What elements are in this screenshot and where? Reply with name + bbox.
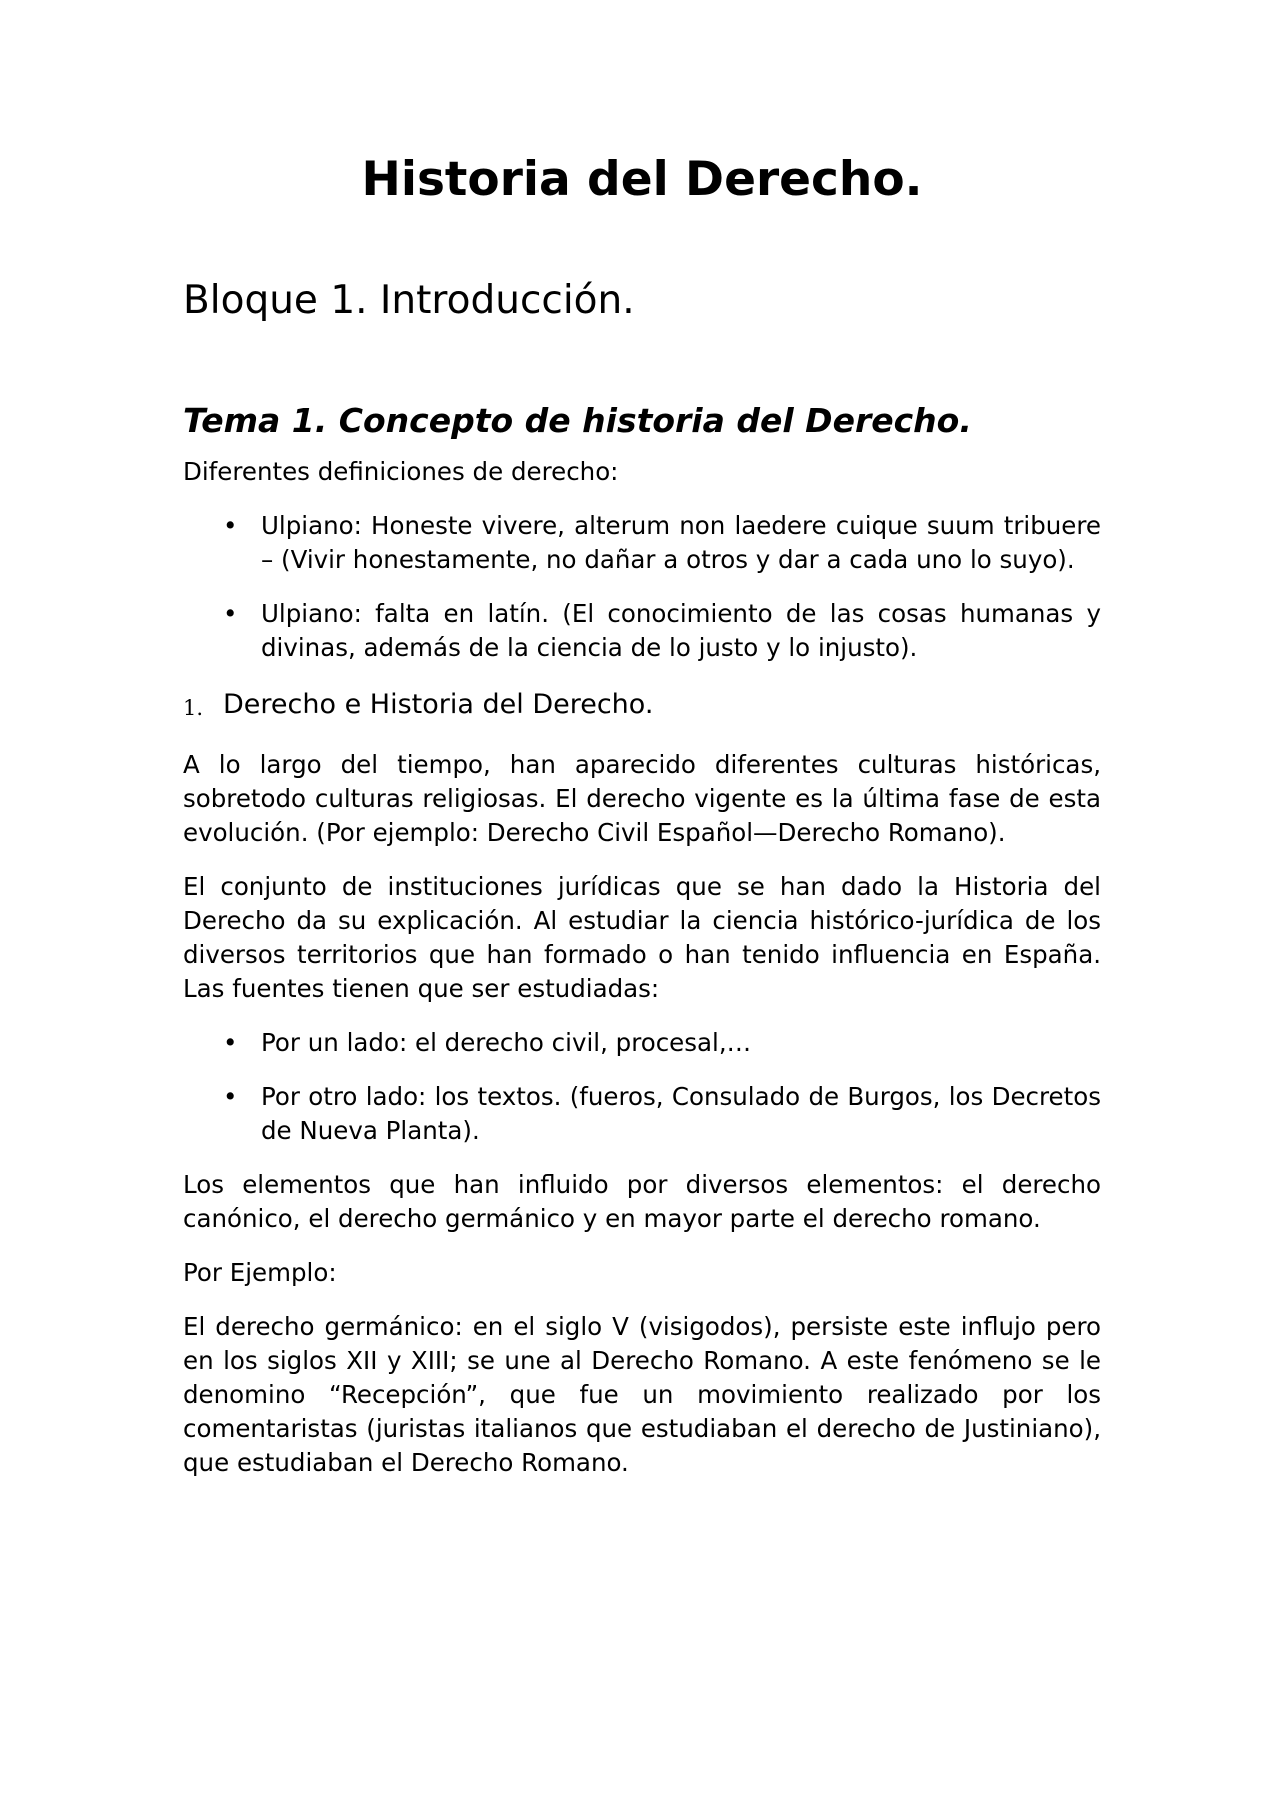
paragraph: Por Ejemplo:: [183, 1258, 337, 1287]
paragraph: El conjunto de instituciones jurídicas que se han dado la Historia del Derecho da su explicación. Al estudiar la ciencia histórico-jurídica de los diversos territorios que han formado o han tenido influencia en España. Las fuentes tienen que ser estudiadas:: [183, 872, 1101, 1003]
list-item: [183, 1026, 1101, 1060]
document-title: Historia del Derecho.: [361, 152, 923, 207]
section-title: Derecho e Historia del Derecho.: [223, 689, 654, 720]
list-item-text: Por otro lado: los textos. (fueros, Consulado de Burgos, los Decretos de Nueva Planta).: [261, 1082, 1101, 1145]
paragraph: El derecho germánico: en el siglo V (visigodos), persiste este influjo pero en los siglos XII y XIII; se une al Derecho Romano. A este fenómeno se le denomino “Recepción”, que fue un movimiento realizado por los comentaristas (juristas italianos que estudiaban el derecho de Justiniano), que estudiaban el Derecho Romano.: [183, 1312, 1101, 1477]
paragraph: A lo largo del tiempo, han aparecido diferentes culturas históricas, sobretodo culturas religiosas. El derecho vigente es la última fase de esta evolución. (Por ejemplo: Derecho Civil Español—Derecho Romano).: [183, 750, 1101, 847]
definitions-intro: Diferentes definiciones de derecho:: [183, 457, 619, 486]
list-item-text: Por un lado: el derecho civil, procesal,…: [261, 1028, 752, 1057]
list-item-text: Ulpiano: Honeste vivere, alterum non laedere cuique suum tribuere – (Vivir honestamente, no dañar a otros y dar a cada uno lo suyo).: [261, 511, 1101, 574]
list-item-text: Ulpiano: falta en latín. (El conocimiento de las cosas humanas y divinas, además de la ciencia de lo justo y lo injusto).: [261, 599, 1101, 662]
list-item: [183, 1080, 1101, 1148]
sources-list: [183, 1026, 1101, 1148]
block-heading: Bloque 1. Introducción.: [183, 278, 635, 323]
section-heading: [183, 685, 1101, 728]
list-item: [183, 509, 1101, 577]
bullet-icon: •: [223, 511, 238, 540]
topic-heading: Tema 1. Concepto de historia del Derecho.: [183, 401, 972, 440]
section-number: 1.: [183, 696, 204, 720]
list-item: [183, 597, 1101, 665]
paragraph: Los elementos que han influido por diversos elementos: el derecho canónico, el derecho germánico y en mayor parte el derecho romano.: [183, 1170, 1101, 1233]
bullet-icon: •: [223, 599, 238, 628]
definitions-list: [183, 509, 1101, 665]
bullet-icon: •: [223, 1028, 238, 1057]
bullet-icon: •: [223, 1082, 238, 1111]
document-body: [183, 145, 1101, 1480]
